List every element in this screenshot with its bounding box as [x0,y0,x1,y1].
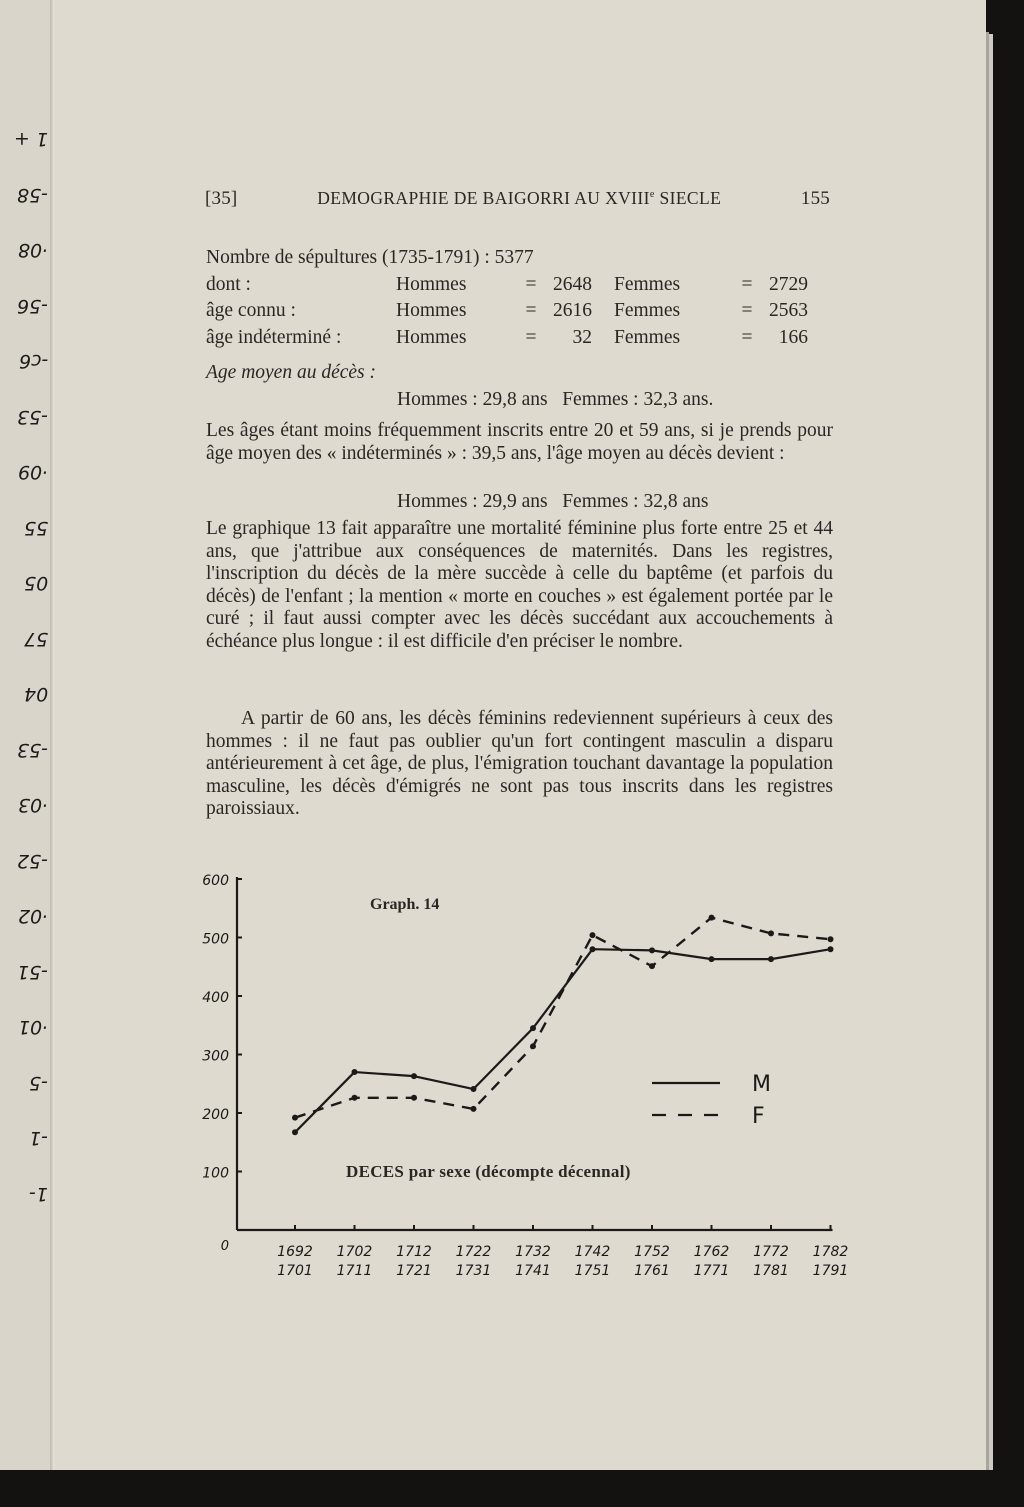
average-line-2: Hommes : 29,9 ans Femmes : 32,8 ans [397,491,709,512]
women-label: Femmes [614,326,681,348]
average-line-1: Hommes : 29,8 ans Femmes : 32,3 ans. [397,389,714,410]
running-title-end: SIECLE [654,188,722,208]
x-tick-label-start: 1722 [455,1244,492,1260]
x-tick-label-start: 1702 [336,1244,373,1260]
data-point-m [590,946,596,952]
margin-note: -53 [16,738,48,761]
x-tick-label-start: 1772 [753,1244,789,1260]
equals-sign: = [525,326,537,348]
men-label: Hommes [396,300,467,321]
margin-note: 1 + [13,128,48,150]
x-tick-label-start: 1712 [396,1244,432,1260]
stats-row-label: dont : [206,273,251,295]
equals-sign: = [741,300,753,321]
margin-note: -c6 [18,350,48,372]
women-count [614,300,808,323]
equals-sign: = [525,300,537,321]
data-point-m [709,956,715,962]
women-count [614,327,808,350]
average-heading: Age moyen au décès : [206,362,377,383]
x-tick-label-start: 1692 [277,1244,313,1260]
margin-note: -53 [16,405,48,428]
data-point-f [649,963,655,969]
stats-total-text: Nombre de sépultures (1735-1791) : 5377 [206,247,534,268]
paragraph-text: A partir de 60 ans, les décès féminins redeviennent supérieurs à ceux des hommes : il ne faut pas oublier qu'un fort contingent masculin a disparu antérieurement à cet âge, de plus, l'émigration touchant davantage la population masculine, les décès d'émigrés ne sont pas tous inscrits dans les registres paroissiaux. [206,708,833,819]
y-tick-label: 0 [220,1239,229,1254]
men-count [396,274,614,297]
women-label: Femmes [614,300,681,321]
x-tick-label-start: 1762 [693,1244,730,1260]
equals-sign: = [741,273,753,295]
burial-statistics [206,245,833,351]
data-point-m [530,1025,536,1031]
data-point-f [352,1095,358,1101]
data-point-m [828,946,834,952]
running-title [317,188,721,210]
men-value: 2616 [553,300,592,321]
data-point-f [590,932,596,938]
women-label: Femmes [614,273,681,295]
x-tick-label-end: 1791 [812,1263,849,1279]
margin-note: -56 [16,294,48,317]
data-point-f [709,915,715,921]
paragraph-emigration [206,708,833,821]
men-count [396,300,614,323]
y-tick-label: 300 [202,1048,229,1065]
stats-row [206,325,833,352]
data-point-m [411,1073,417,1079]
chart-caption: DECES par sexe (décompte décennal) [346,1162,631,1181]
x-tick-label-start: 1742 [574,1244,611,1260]
stats-row-label: âge connu : [206,300,296,321]
men-value: 2648 [553,273,592,295]
x-tick-label-start: 1752 [634,1244,670,1260]
margin-note: 05 [23,572,48,594]
men-label: Hommes [396,273,467,295]
women-count [614,274,808,297]
margin-note: -51 [16,960,48,983]
women-value: 166 [778,326,808,348]
margin-note: 1- [29,1182,48,1205]
margin-note: ·09 [17,461,48,483]
equals-sign: = [741,326,753,348]
x-tick-label-end: 1781 [753,1263,789,1279]
margin-note: -52 [16,849,48,872]
x-tick-label-end: 1761 [634,1263,670,1279]
paragraph-text: Le graphique 13 fait apparaître une mortalité féminine plus forte entre 25 et 44 ans, que j'attribue aux conséquences de maternités. Dans les registres, l'inscription du décès de la mère succède à celle du baptême (et parfois du décès) de l'enfant ; la mention « morte en couches » est également portée par le curé ; il faut aussi compter avec les décès succédant aux accouchements à échéance plus longue : il est difficile d'en préciser le nombre. [206,518,833,652]
women-value: 2563 [769,300,808,321]
margin-note: 57 [23,627,48,650]
data-point-f [292,1115,298,1121]
margin-note: ·02 [17,905,48,927]
margin-note: -1 [29,1127,48,1149]
running-title-text: DEMOGRAPHIE DE BAIGORRI AU XVIII [317,188,650,208]
legend-label-m: M [752,1072,771,1097]
stats-row [206,272,833,299]
section-label: [35] [205,188,238,209]
margin-note: ·03 [17,794,48,816]
data-point-f [530,1043,536,1049]
x-tick-label-start: 1782 [812,1244,849,1260]
series-line-m [295,949,831,1132]
average-paragraph [206,420,833,465]
data-point-m [292,1129,298,1135]
margin-note: -5 [29,1071,48,1094]
x-tick-label-end: 1731 [455,1263,492,1279]
line-chart [190,862,880,1282]
men-label: Hommes [396,326,467,348]
margin-handwritten-notes [0,0,54,1470]
data-point-f [828,936,834,942]
data-point-m [768,956,774,962]
y-tick-label: 100 [202,1165,229,1182]
average-paragraph-text: Les âges étant moins fréquemment inscrits entre 20 et 59 ans, si je prends pour âge moyen des « indéterminés » : 39,5 ans, l'âge moyen au décès devient : [206,420,833,464]
men-value: 32 [572,326,592,348]
margin-note: 04 [23,683,48,705]
chart-title: Graph. 14 [370,896,440,913]
page-edge [989,34,993,1470]
x-tick-label-end: 1741 [515,1263,551,1279]
margin-note: -58 [16,183,48,206]
data-point-f [471,1106,477,1112]
running-title-sup: e [649,189,655,201]
data-point-m [649,947,655,953]
paragraph-maternity [206,518,833,653]
margin-note: ·01 [17,1016,48,1038]
x-tick-label-end: 1711 [336,1263,373,1279]
men-count [396,327,614,350]
stats-row-label: âge indéterminé : [206,326,342,348]
data-point-f [411,1095,417,1101]
stats-total [206,245,833,272]
x-tick-label-end: 1701 [277,1263,313,1279]
y-tick-label: 400 [202,990,229,1006]
equals-sign: = [525,273,537,295]
data-point-m [352,1069,358,1075]
series-line-f [295,918,831,1118]
legend-label-f: F [752,1104,765,1129]
x-tick-label-end: 1721 [396,1263,432,1279]
data-point-m [471,1086,477,1092]
y-tick-label: 200 [202,1107,229,1123]
margin-note: ·08 [17,239,48,261]
x-tick-label-end: 1751 [574,1263,611,1279]
y-tick-label: 600 [202,873,229,889]
x-tick-label-start: 1732 [515,1244,551,1260]
y-tick-label: 500 [202,931,229,948]
page-number: 155 [800,188,830,209]
data-point-f [768,930,774,936]
stats-row [206,298,833,325]
margin-note: 55 [23,516,48,539]
graph-14 [190,862,880,1282]
running-head [205,188,830,210]
women-value: 2729 [769,273,808,295]
x-tick-label-end: 1771 [693,1263,730,1279]
